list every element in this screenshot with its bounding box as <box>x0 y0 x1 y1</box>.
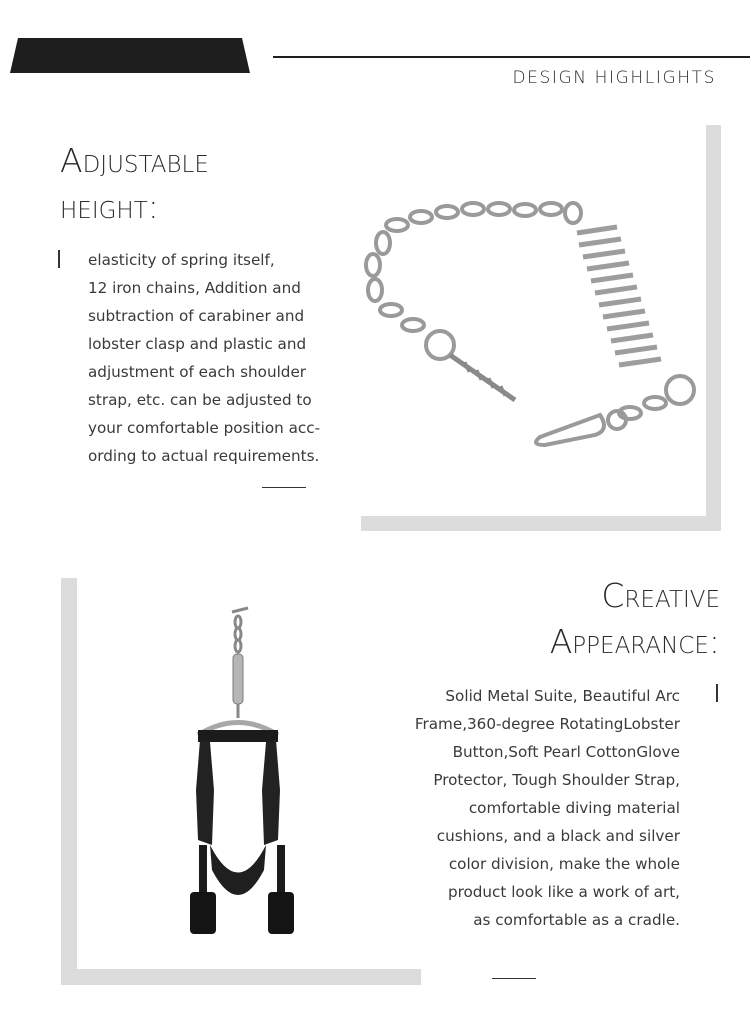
section2-short-rule <box>492 978 536 979</box>
body-line: Solid Metal Suite, Beautiful Arc <box>445 687 680 705</box>
section1-body <box>88 246 328 470</box>
body-line: subtraction of carabiner and <box>88 307 305 325</box>
body-line: your comfortable position acc- <box>88 419 321 437</box>
section1-title <box>60 138 209 230</box>
section2-title-line1: Creative <box>601 576 720 615</box>
header-rule <box>273 56 750 58</box>
section2-title <box>550 573 720 665</box>
header-label: DESIGN HIGHLIGHTS <box>512 68 716 88</box>
body-line: comfortable diving material <box>468 799 680 817</box>
spring-chain-photo <box>355 195 705 455</box>
body-line: 12 iron chains, Addition and <box>88 279 301 297</box>
section1-short-rule <box>262 487 306 488</box>
header-banner-bar <box>10 38 250 73</box>
body-line: adjustment of each shoulder <box>88 363 307 381</box>
section2-frame-left <box>61 578 77 985</box>
body-line: Button,Soft Pearl CottonGlove <box>452 743 680 761</box>
body-line: lobster clasp and plastic and <box>88 335 307 353</box>
section1-frame-right <box>706 125 721 531</box>
section2-body <box>380 682 680 934</box>
body-line: as comfortable as a cradle. <box>473 911 680 929</box>
body-line: ording to actual requirements. <box>88 447 320 465</box>
body-line: cushions, and a black and silver <box>436 827 680 845</box>
body-line: Protector, Tough Shoulder Strap, <box>433 771 680 789</box>
section1-title-line1: Adjustable <box>60 141 209 180</box>
section2-tick <box>716 684 718 702</box>
section2-title-line2: Appearance: <box>549 622 720 661</box>
section2-frame-bottom <box>61 969 421 985</box>
body-line: Frame,360-degree RotatingLobster <box>414 715 680 733</box>
swing-product-photo <box>170 600 310 945</box>
section1-title-line2: height: <box>60 187 159 226</box>
body-line: elasticity of spring itself, <box>88 251 275 269</box>
section1-tick <box>58 250 60 268</box>
section1-frame-bottom <box>361 516 721 531</box>
body-line: strap, etc. can be adjusted to <box>88 391 312 409</box>
body-line: color division, make the whole <box>448 855 680 873</box>
body-line: product look like a work of art, <box>447 883 680 901</box>
